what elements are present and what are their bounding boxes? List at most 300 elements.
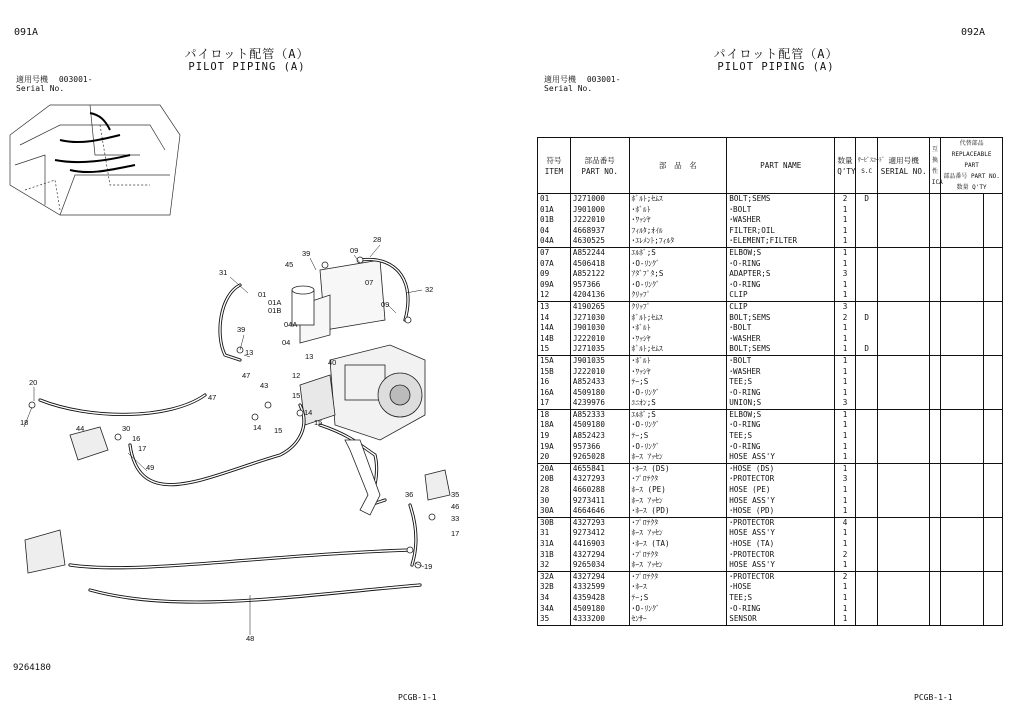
cell-serial (878, 420, 929, 431)
table-row (538, 474, 1003, 485)
cell-name-jp: ﾕﾆｵﾝ;S (629, 398, 727, 409)
cell-qty: 3 (835, 398, 856, 409)
cell-repl-qty (984, 215, 1003, 226)
cell-repl-part (941, 528, 984, 539)
cell-item: 09 (538, 269, 571, 280)
cell-name-en: BOLT;SEMS (727, 194, 835, 205)
cell-item: 34 (538, 593, 571, 604)
cell-qty: 1 (835, 388, 856, 399)
callout-28: 28 (373, 235, 382, 244)
left-serial-en: Serial No. (16, 84, 65, 93)
cell-sc: D (855, 344, 878, 355)
cell-sc (855, 604, 878, 615)
cell-part-no: 4190265 (570, 301, 629, 312)
cell-sc (855, 560, 878, 571)
callout-07: 07 (365, 278, 374, 287)
cell-ica (929, 496, 940, 507)
cell-sc (855, 582, 878, 593)
header-item: 符号 ITEM (538, 138, 571, 194)
cell-serial (878, 355, 929, 366)
cell-ica (929, 344, 940, 355)
callout-40: 40 (328, 358, 337, 367)
cell-serial (878, 194, 929, 205)
cell-part-no: A852333 (570, 409, 629, 420)
left-title-jp: パイロット配管（A） (184, 47, 310, 61)
cell-ica (929, 367, 940, 378)
cell-ica (929, 409, 940, 420)
cell-sc (855, 452, 878, 463)
table-row (538, 259, 1003, 270)
cell-item: 01B (538, 215, 571, 226)
cell-name-en: ELBOW;S (727, 247, 835, 258)
cell-name-jp: ･ﾎﾞﾙﾄ (629, 205, 727, 216)
cell-sc (855, 528, 878, 539)
cell-serial (878, 205, 929, 216)
left-page-code: 091A (14, 27, 39, 38)
cell-sc (855, 463, 878, 474)
cell-ica (929, 355, 940, 366)
cell-name-jp: ﾎﾞﾙﾄ;ｾﾑｽ (629, 194, 727, 205)
cell-repl-part (941, 614, 984, 625)
cell-qty: 1 (835, 582, 856, 593)
cell-part-no: 4506418 (570, 259, 629, 270)
cell-sc (855, 517, 878, 528)
cell-part-no: 4509180 (570, 388, 629, 399)
cell-item: 01A (538, 205, 571, 216)
table-row (538, 269, 1003, 280)
cell-serial (878, 215, 929, 226)
cell-sc (855, 420, 878, 431)
cell-part-no: J271030 (570, 313, 629, 324)
cell-serial (878, 560, 929, 571)
table-row (538, 452, 1003, 463)
right-footer: PCGB-1-1 (914, 693, 953, 702)
callout-46: 46 (451, 502, 460, 511)
cell-item: 15 (538, 344, 571, 355)
cell-repl-qty (984, 604, 1003, 615)
cell-serial (878, 463, 929, 474)
cell-sc (855, 398, 878, 409)
cell-serial (878, 539, 929, 550)
cell-qty: 2 (835, 550, 856, 561)
cell-qty: 1 (835, 215, 856, 226)
cell-name-jp: ﾎﾞﾙﾄ;ｾﾑｽ (629, 344, 727, 355)
cell-ica (929, 290, 940, 301)
cell-name-jp: ･ﾌﾟﾛﾃｸﾀ (629, 571, 727, 582)
cell-name-jp: ｾﾝｻｰ (629, 614, 727, 625)
cell-qty: 1 (835, 506, 856, 517)
cell-qty: 1 (835, 355, 856, 366)
cell-repl-qty (984, 236, 1003, 247)
table-row (538, 614, 1003, 625)
cell-serial (878, 474, 929, 485)
callout-18: 18 (20, 418, 29, 427)
cell-serial (878, 398, 929, 409)
cell-part-no: 9273412 (570, 528, 629, 539)
cell-ica (929, 301, 940, 312)
cell-repl-qty (984, 452, 1003, 463)
callout-32: 32 (425, 285, 434, 294)
cell-qty: 1 (835, 420, 856, 431)
table-row (538, 236, 1003, 247)
cell-part-no: 957366 (570, 442, 629, 453)
cell-repl-qty (984, 334, 1003, 345)
cell-name-en: ･HOSE (TA) (727, 539, 835, 550)
cell-qty: 1 (835, 344, 856, 355)
table-row (538, 280, 1003, 291)
cell-name-en: TEE;S (727, 377, 835, 388)
table-row (538, 367, 1003, 378)
cell-qty: 1 (835, 604, 856, 615)
callout-44: 44 (76, 424, 85, 433)
cell-serial (878, 528, 929, 539)
cell-sc (855, 431, 878, 442)
cell-ica (929, 215, 940, 226)
cell-item: 09A (538, 280, 571, 291)
cell-name-jp: ｸﾘｯﾌﾟ (629, 290, 727, 301)
cell-ica (929, 247, 940, 258)
cell-ica (929, 560, 940, 571)
cell-repl-part (941, 344, 984, 355)
cell-item: 15A (538, 355, 571, 366)
table-row (538, 194, 1003, 205)
left-serial-block (16, 75, 93, 93)
header-ica: 互換性 ICA (929, 138, 940, 194)
cell-name-en: ･O-RING (727, 442, 835, 453)
cell-ica (929, 604, 940, 615)
cell-name-jp: ｱﾀﾞﾌﾟﾀ;S (629, 269, 727, 280)
cell-item: 12 (538, 290, 571, 301)
table-row (538, 313, 1003, 324)
cell-repl-part (941, 431, 984, 442)
table-row (538, 485, 1003, 496)
cell-part-no: J222010 (570, 334, 629, 345)
cell-name-jp: ･O-ﾘﾝｸﾞ (629, 442, 727, 453)
cell-part-no: 4655841 (570, 463, 629, 474)
cell-name-jp: ﾎｰｽ ｱｯｾﾝ (629, 560, 727, 571)
cell-repl-qty (984, 388, 1003, 399)
cell-ica (929, 474, 940, 485)
cell-repl-part (941, 259, 984, 270)
cell-sc (855, 259, 878, 270)
cell-sc (855, 280, 878, 291)
cell-qty: 3 (835, 269, 856, 280)
cell-repl-part (941, 550, 984, 561)
cell-repl-part (941, 485, 984, 496)
callout-01: 01 (258, 290, 267, 299)
cell-name-en: HOSE ASS'Y (727, 496, 835, 507)
cell-name-jp: ﾎﾞﾙﾄ;ｾﾑｽ (629, 313, 727, 324)
cell-serial (878, 593, 929, 604)
cell-serial (878, 496, 929, 507)
cell-item: 16A (538, 388, 571, 399)
table-row (538, 539, 1003, 550)
callout-04a: 04A (284, 320, 298, 329)
cell-name-en: CLIP (727, 301, 835, 312)
cell-repl-qty (984, 344, 1003, 355)
cell-repl-part (941, 323, 984, 334)
cell-item: 28 (538, 485, 571, 496)
cell-sc: D (855, 313, 878, 324)
callout-45: 45 (285, 260, 294, 269)
drawing-number: 9264180 (13, 663, 51, 673)
cell-item: 19 (538, 431, 571, 442)
cell-repl-qty (984, 420, 1003, 431)
cell-ica (929, 236, 940, 247)
cell-ica (929, 398, 940, 409)
cell-qty: 2 (835, 313, 856, 324)
cell-sc: D (855, 194, 878, 205)
callout-01b: 01B (268, 306, 282, 315)
cell-name-en: ･HOSE (727, 582, 835, 593)
cell-sc (855, 388, 878, 399)
cell-serial (878, 550, 929, 561)
cell-qty: 1 (835, 485, 856, 496)
cell-ica (929, 539, 940, 550)
header-qty: 数量 Q'TY (835, 138, 856, 194)
cell-name-jp: ･ﾜｯｼﾔ (629, 334, 727, 345)
cell-serial (878, 604, 929, 615)
cell-ica (929, 259, 940, 270)
cell-serial (878, 442, 929, 453)
cell-name-jp: ･ﾜｯｼﾔ (629, 367, 727, 378)
cell-name-jp: ･ﾎｰｽ (DS) (629, 463, 727, 474)
cell-item: 32 (538, 560, 571, 571)
cell-part-no: 4668937 (570, 226, 629, 237)
callout-47: 47 (242, 371, 251, 380)
table-row (538, 323, 1003, 334)
callout-17-b: 17 (451, 529, 460, 538)
cell-repl-qty (984, 474, 1003, 485)
cell-serial (878, 388, 929, 399)
cell-repl-part (941, 506, 984, 517)
cell-name-jp: ･ﾎｰｽ (PD) (629, 506, 727, 517)
valve-block-left (25, 427, 108, 573)
table-row (538, 442, 1003, 453)
cell-serial (878, 334, 929, 345)
cell-name-jp: ･ﾎｰｽ (TA) (629, 539, 727, 550)
callout-30: 30 (122, 424, 131, 433)
cell-repl-part (941, 194, 984, 205)
cell-part-no: 9273411 (570, 496, 629, 507)
cell-name-en: BOLT;SEMS (727, 344, 835, 355)
cell-name-jp: ･ﾌﾟﾛﾃｸﾀ (629, 517, 727, 528)
cell-name-en: HOSE ASS'Y (727, 452, 835, 463)
callout-39: 39 (302, 249, 311, 258)
right-title-jp: パイロット配管（A） (713, 47, 839, 61)
cell-qty: 1 (835, 431, 856, 442)
table-row (538, 593, 1003, 604)
cell-repl-qty (984, 301, 1003, 312)
cell-ica (929, 420, 940, 431)
cell-name-en: ･BOLT (727, 323, 835, 334)
cell-name-en: ･PROTECTOR (727, 474, 835, 485)
callout-33: 33 (451, 514, 460, 523)
cell-repl-part (941, 247, 984, 258)
left-title-en: PILOT PIPING (A) (188, 61, 306, 73)
cell-part-no: J271035 (570, 344, 629, 355)
cell-serial (878, 226, 929, 237)
cell-repl-qty (984, 442, 1003, 453)
callout-19: 19 (424, 562, 433, 571)
left-serial-value: 003001- (58, 75, 93, 84)
cell-name-jp: ･ﾎﾞﾙﾄ (629, 355, 727, 366)
cell-repl-qty (984, 259, 1003, 270)
callout-01a: 01A (268, 298, 282, 307)
cell-repl-qty (984, 290, 1003, 301)
cell-serial (878, 485, 929, 496)
cell-sc (855, 226, 878, 237)
cell-serial (878, 517, 929, 528)
cell-name-en: ･O-RING (727, 604, 835, 615)
cell-sc (855, 409, 878, 420)
cell-item: 30A (538, 506, 571, 517)
cell-part-no: J901000 (570, 205, 629, 216)
cell-name-jp: ･ﾌﾟﾛﾃｸﾀ (629, 474, 727, 485)
callout-12: 12 (292, 371, 301, 380)
cell-sc (855, 550, 878, 561)
cell-repl-qty (984, 398, 1003, 409)
cell-name-jp: ･O-ﾘﾝｸﾞ (629, 388, 727, 399)
cell-sc (855, 539, 878, 550)
cell-part-no: A852122 (570, 269, 629, 280)
cell-name-jp: ｸﾘｯﾌﾟ (629, 301, 727, 312)
cell-item: 32A (538, 571, 571, 582)
cell-repl-part (941, 463, 984, 474)
cell-qty: 1 (835, 528, 856, 539)
cell-qty: 1 (835, 367, 856, 378)
callout-47-b: 47 (208, 393, 217, 402)
parts-table (537, 137, 1003, 626)
callout-13-b: 13 (305, 352, 314, 361)
cell-part-no: 4333200 (570, 614, 629, 625)
callout-13: 13 (245, 348, 254, 357)
cell-sc (855, 442, 878, 453)
cell-repl-qty (984, 463, 1003, 474)
table-row (538, 420, 1003, 431)
cell-qty: 1 (835, 539, 856, 550)
cell-serial (878, 313, 929, 324)
table-row (538, 409, 1003, 420)
cell-item: 07A (538, 259, 571, 270)
cell-repl-qty (984, 431, 1003, 442)
cell-item: 19A (538, 442, 571, 453)
cell-repl-part (941, 205, 984, 216)
cell-item: 04A (538, 236, 571, 247)
right-title-en: PILOT PIPING (A) (717, 61, 835, 73)
cell-serial (878, 344, 929, 355)
cell-part-no: J901035 (570, 355, 629, 366)
cell-repl-qty (984, 496, 1003, 507)
cell-part-no: 9265028 (570, 452, 629, 463)
table-row (538, 528, 1003, 539)
cell-repl-part (941, 367, 984, 378)
cell-sc (855, 205, 878, 216)
cell-repl-part (941, 604, 984, 615)
left-serial-jp: 適用号機 (16, 75, 48, 84)
cell-sc (855, 571, 878, 582)
table-row (538, 517, 1003, 528)
right-serial-en: Serial No. (544, 84, 593, 93)
cell-item: 35 (538, 614, 571, 625)
cell-qty: 1 (835, 560, 856, 571)
cell-item: 31B (538, 550, 571, 561)
cell-name-en: ･WASHER (727, 215, 835, 226)
cell-ica (929, 517, 940, 528)
cell-name-jp: ･ﾜｯｼﾔ (629, 215, 727, 226)
cell-sc (855, 474, 878, 485)
cell-name-en: ･WASHER (727, 334, 835, 345)
cell-name-jp: ﾎｰｽ ｱｯｾﾝ (629, 452, 727, 463)
cell-repl-part (941, 474, 984, 485)
cell-part-no: A852423 (570, 431, 629, 442)
table-row (538, 560, 1003, 571)
cell-repl-qty (984, 614, 1003, 625)
cell-repl-part (941, 571, 984, 582)
cell-name-en: ･O-RING (727, 259, 835, 270)
cell-part-no: 4509180 (570, 604, 629, 615)
cell-ica (929, 431, 940, 442)
cell-qty: 1 (835, 463, 856, 474)
cell-sc (855, 377, 878, 388)
cell-repl-part (941, 496, 984, 507)
cell-item: 30B (538, 517, 571, 528)
cell-part-no: J222010 (570, 367, 629, 378)
cell-repl-qty (984, 550, 1003, 561)
callout-49: 49 (146, 463, 155, 472)
machine-inset-sketch (10, 105, 180, 215)
pilot-piping-diagram (0, 95, 510, 655)
cell-qty: 1 (835, 247, 856, 258)
cell-repl-part (941, 226, 984, 237)
callout-14-b: 14 (304, 408, 313, 417)
cell-item: 01 (538, 194, 571, 205)
cell-qty: 1 (835, 259, 856, 270)
cell-serial (878, 259, 929, 270)
cell-qty: 1 (835, 290, 856, 301)
header-sc: ｻｰﾋﾞｽｺｰﾄﾞ S.C (855, 138, 878, 194)
header-serial: 適用号機 SERIAL NO. (878, 138, 929, 194)
cell-repl-qty (984, 269, 1003, 280)
cell-ica (929, 334, 940, 345)
cell-part-no: 4664646 (570, 506, 629, 517)
cell-ica (929, 194, 940, 205)
cell-repl-part (941, 280, 984, 291)
cell-repl-part (941, 560, 984, 571)
cell-repl-part (941, 442, 984, 453)
cell-repl-part (941, 582, 984, 593)
cell-repl-qty (984, 205, 1003, 216)
cell-item: 13 (538, 301, 571, 312)
cell-name-jp: ･ｴﾚﾒﾝﾄ;ﾌｨﾙﾀ (629, 236, 727, 247)
cell-name-en: BOLT;SEMS (727, 313, 835, 324)
cell-serial (878, 280, 929, 291)
cell-part-no: 4327294 (570, 550, 629, 561)
table-row (538, 334, 1003, 345)
right-serial-value: 003001- (586, 75, 621, 84)
cell-repl-qty (984, 194, 1003, 205)
table-row (538, 344, 1003, 355)
cell-name-en: ･O-RING (727, 388, 835, 399)
callout-16: 16 (132, 434, 141, 443)
cell-qty: 1 (835, 323, 856, 334)
cell-part-no: 4204136 (570, 290, 629, 301)
cell-name-en: FILTER;OIL (727, 226, 835, 237)
cell-part-no: J271000 (570, 194, 629, 205)
callout-09: 09 (350, 246, 359, 255)
cell-part-no: 4239976 (570, 398, 629, 409)
cell-name-jp: ﾎｰｽ ｱｯｾﾝ (629, 528, 727, 539)
